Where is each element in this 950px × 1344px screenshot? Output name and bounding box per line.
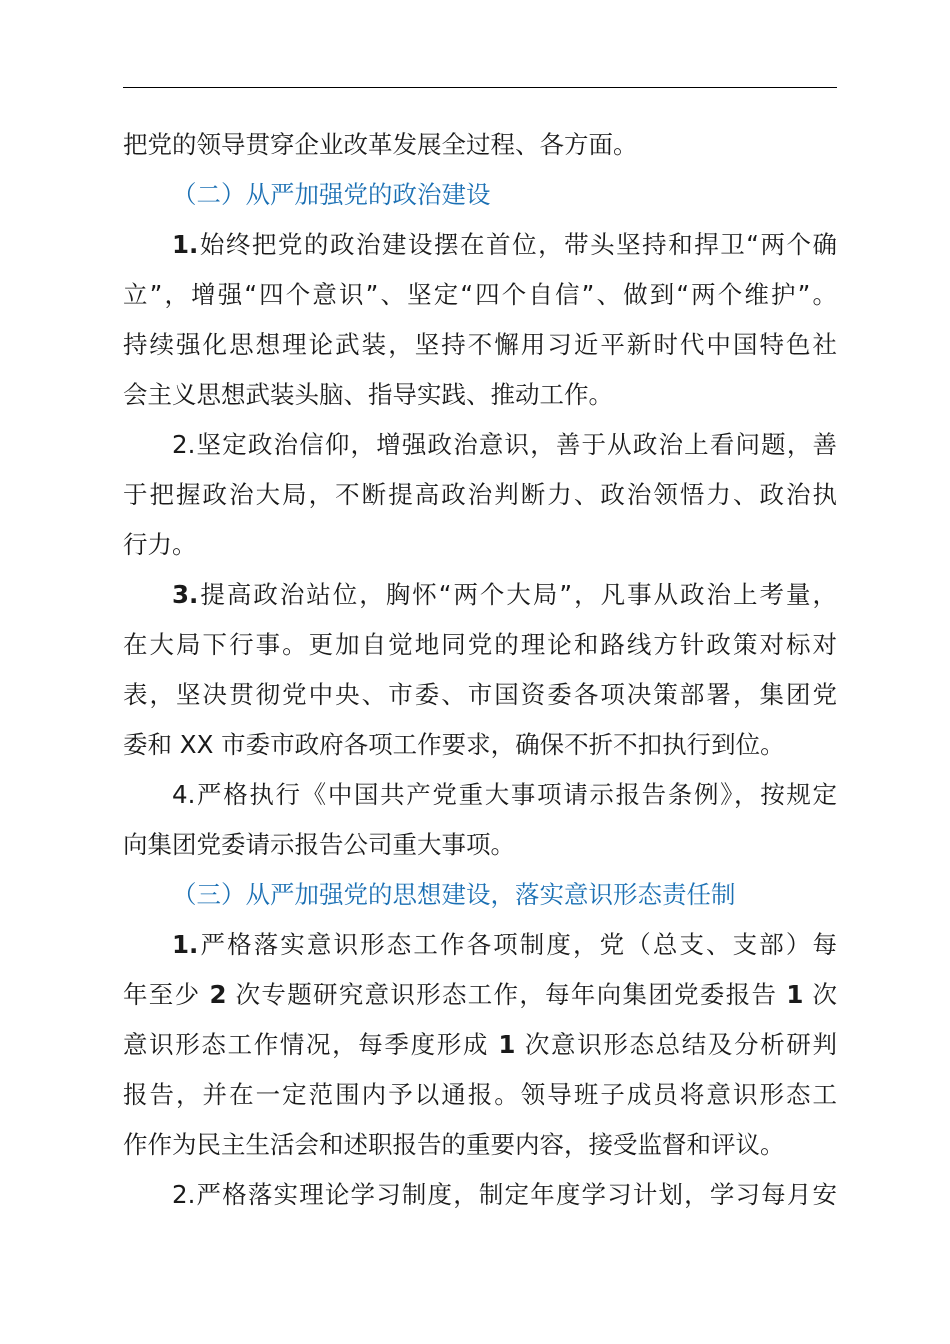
text-line: 把党的领导贯穿企业改革发展全过程、各方面。: [123, 130, 638, 159]
item-text: 始终把党的政治建设摆在首位，带头坚持和捍卫“两个确: [198, 230, 837, 259]
section-heading-2: [123, 170, 837, 220]
item-number: 2.: [172, 430, 196, 459]
item-text: 严格执行《中国共产党重大事项请示报告条例》，按规定: [195, 780, 837, 809]
item-number: 2.: [172, 1180, 196, 1209]
text-line: 作作为民主生活会和述职报告的重要内容，接受监督和评议。: [123, 1130, 785, 1159]
text-line: [123, 220, 837, 270]
header-rule: [123, 87, 837, 88]
text-line: 会主义思想武装头脑、指导实践、推动工作。: [123, 380, 613, 409]
section-heading-3: [123, 870, 837, 920]
text-line: 意识形态工作情况，每季度形成 1 次意识形态总结及分析研判: [123, 1030, 837, 1059]
text-line: [123, 920, 837, 970]
paragraph-item-2: [123, 420, 837, 570]
paragraph-item-4: [123, 770, 837, 870]
item-text: 提高政治站位，胸怀“两个大局”，凡事从政治上考量，: [198, 580, 837, 609]
text-line: [123, 1170, 837, 1220]
item-text: 坚定政治信仰，增强政治意识，善于从政治上看问题，善: [195, 430, 837, 459]
text-line: [123, 420, 837, 470]
text-line: 向集团党委请示报告公司重大事项。: [123, 830, 515, 859]
text-line: [123, 570, 837, 620]
item-text: 严格落实理论学习制度，制定年度学习计划，学习每月安: [195, 1180, 837, 1209]
item-number: 1.: [172, 930, 199, 959]
text-line: 于把握政治大局，不断提高政治判断力、政治领悟力、政治执: [123, 480, 837, 509]
paragraph-item-1b: [123, 920, 837, 1170]
section-heading-3-text: （三）从严加强党的思想建设，落实意识形态责任制: [172, 880, 736, 909]
paragraph-continuation: [123, 120, 837, 170]
text-line: 持续强化思想理论武装，坚持不懈用习近平新时代中国特色社: [123, 330, 837, 359]
text-line: 年至少 2 次专题研究意识形态工作，每年向集团党委报告 1 次: [123, 980, 837, 1009]
text-line: 立”，增强“四个意识”、坚定“四个自信”、做到“两个维护”。: [123, 280, 837, 309]
item-number: 3.: [172, 580, 199, 609]
item-number: 4.: [172, 780, 196, 809]
text-line: 行力。: [123, 530, 197, 559]
text-line: 在大局下行事。更加自觉地同党的理论和路线方针政策对标对: [123, 630, 837, 659]
text-line: [123, 770, 837, 820]
paragraph-item-2b: [123, 1170, 837, 1220]
document-body: [123, 120, 837, 1220]
paragraph-item-3: [123, 570, 837, 770]
text-line: 委和 XX 市委市政府各项工作要求，确保不折不扣执行到位。: [123, 730, 785, 759]
item-text: 严格落实意识形态工作各项制度，党（总支、支部）每: [198, 930, 837, 959]
text-line: 表，坚决贯彻党中央、市委、市国资委各项决策部署，集团党: [123, 680, 837, 709]
text-line: 报告，并在一定范围内予以通报。领导班子成员将意识形态工: [123, 1080, 837, 1109]
section-heading-2-text: （二）从严加强党的政治建设: [172, 180, 491, 209]
paragraph-item-1: [123, 220, 837, 420]
item-number: 1.: [172, 230, 199, 259]
